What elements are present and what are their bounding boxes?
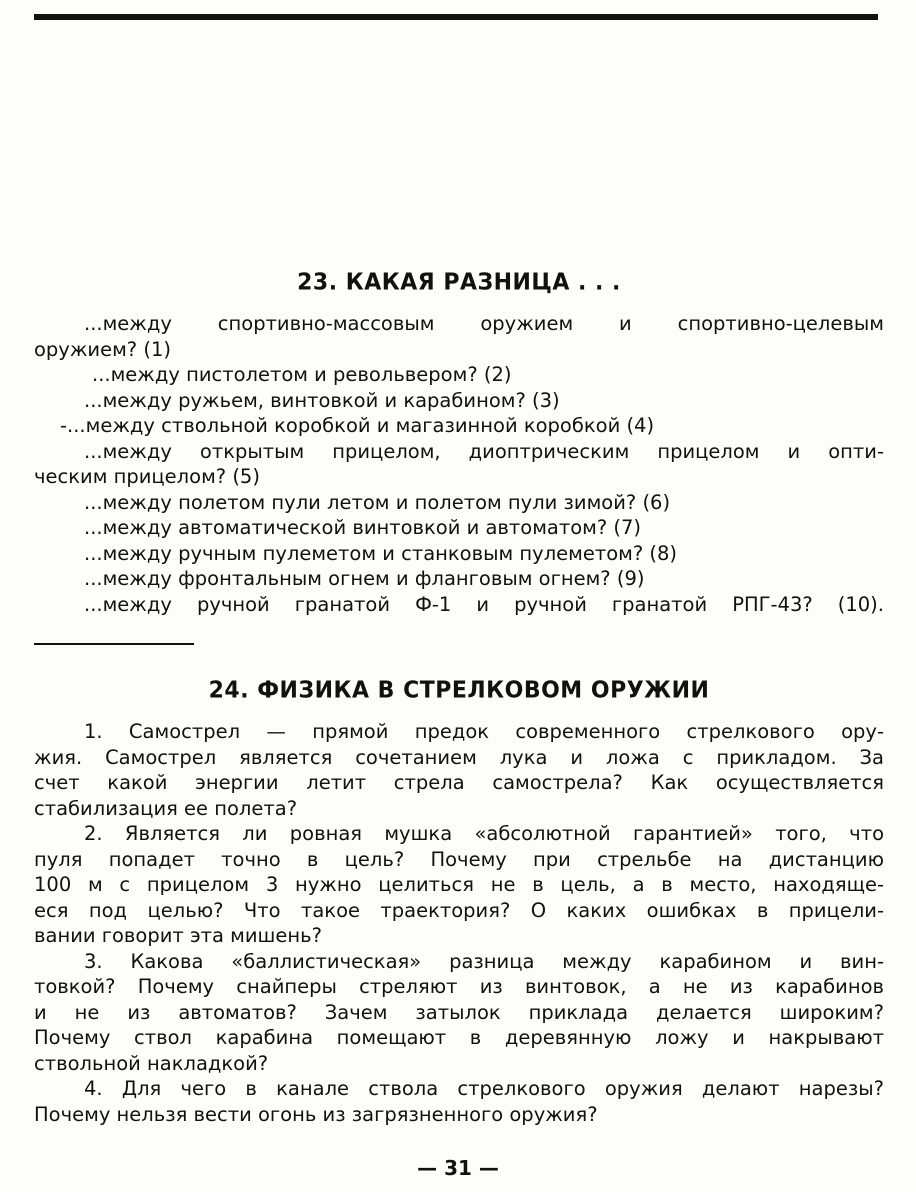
paragraph-line: вании говорит эта мишень?: [34, 924, 322, 947]
question-line: ...между автоматической винтовкой и автоматом? (7): [84, 516, 642, 539]
question-line: ...между ружьем, винтовкой и карабином? (3): [84, 388, 560, 412]
paragraph-line: 1. Самострел — прямой предок современного стрелкового ору-: [84, 720, 884, 743]
question-line: ...между ручным пулеметом и станковым пулеметом? (8): [84, 541, 678, 565]
section-23-title: 23. КАКАЯ РАЗНИЦА . . .: [297, 269, 621, 296]
paragraph-line: ствольной накладкой?: [34, 1051, 269, 1075]
paragraph-line: 100 м с прицелом 3 нужно целиться не в цель, а в место, находяще-: [34, 873, 884, 896]
page-number: — 31 —: [417, 1156, 499, 1180]
question-line: ...между полетом пули летом и полетом пули зимой? (6): [84, 490, 671, 514]
paragraph-line: товкой? Почему снайперы стреляют из винтовок, а не из карабинов: [34, 975, 884, 998]
paragraph-line: счет какой энергии летит стрела самострела? Как осуществляется: [34, 771, 884, 794]
question-line: ческим прицелом? (5): [34, 465, 260, 488]
question-line: ...между спортивно-массовым оружием и спортивно-целевым: [84, 312, 884, 335]
question-line: ...между открытым прицелом, диоптрическим прицелом и опти-: [84, 439, 884, 463]
section-24-title: 24. ФИЗИКА В СТРЕЛКОВОМ ОРУЖИИ: [208, 677, 710, 704]
section-24: [34, 678, 884, 1127]
section-divider: [34, 643, 194, 645]
question-line: ...между фронтальным огнем и фланговым огнем? (9): [84, 567, 645, 590]
paragraph-line: и не из автоматов? Зачем затылок приклада делается широким?: [34, 1000, 884, 1024]
section-23: [34, 270, 884, 617]
section-23-lines: [34, 311, 884, 617]
paragraph-line: еся под целью? Что такое траектория? О каких ошибках в прицели-: [34, 898, 884, 922]
paragraph-line: 2. Является ли ровная мушка «абсолютной гарантией» того, что: [84, 822, 884, 845]
question-line: ...между ручной гранатой Ф-1 и ручной гранатой РПГ-43? (10).: [84, 592, 884, 616]
section-24-text: [34, 719, 884, 1127]
paragraph-line: 3. Какова «баллистическая» разница между карабином и вин-: [84, 949, 884, 973]
top-rule: [34, 14, 878, 20]
paragraph-line: Почему нельзя вести огонь из загрязненного оружия?: [34, 1102, 598, 1126]
paragraph-line: пуля попадет точно в цель? Почему при стрельбе на дистанцию: [34, 847, 884, 871]
question-line: -...между ствольной коробкой и магазинной коробкой (4): [60, 414, 655, 437]
paragraph-line: жия. Самострел является сочетанием лука и ложа с прикладом. За: [34, 745, 884, 769]
paragraph-line: стабилизация ее полета?: [34, 796, 298, 820]
question-line: оружием? (1): [34, 337, 171, 361]
paragraph-line: 4. Для чего в канале ствола стрелкового оружия делают нарезы?: [84, 1077, 884, 1100]
paragraph-line: Почему ствол карабина помещают в деревянную ложу и накрывают: [34, 1026, 884, 1049]
question-line: ...между пистолетом и револьвером? (2): [92, 363, 512, 386]
